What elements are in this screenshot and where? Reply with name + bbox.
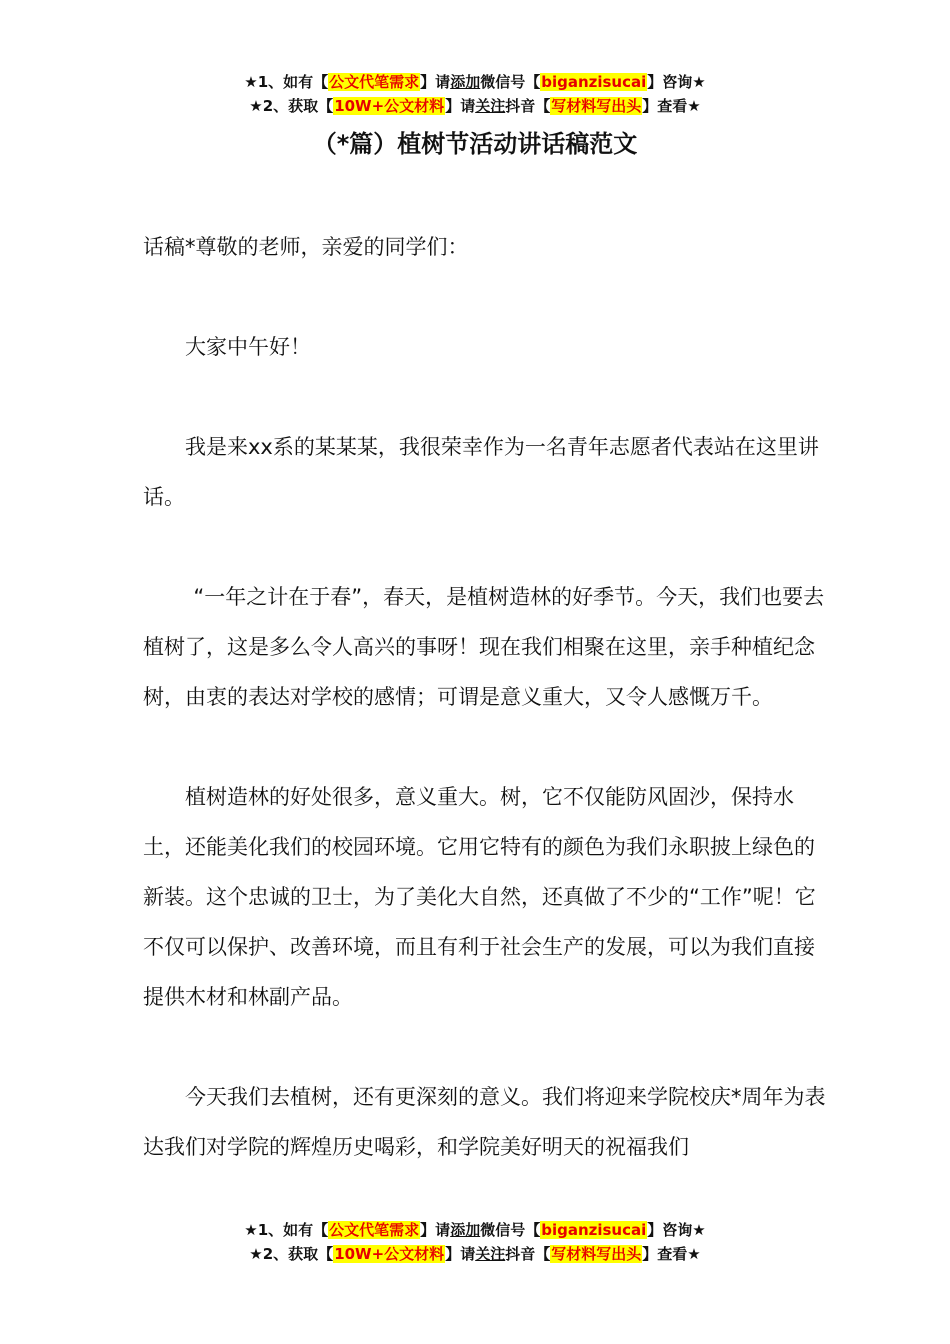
ad-text: ★2、获取【 xyxy=(249,1245,334,1263)
ad-text: 】查看★ xyxy=(642,1245,701,1263)
ad-highlight: 公文代笔需求 xyxy=(329,1221,420,1239)
ad-highlight: 10W+公文材料 xyxy=(334,1245,445,1263)
ad-text: 】查看★ xyxy=(642,97,701,115)
document-body xyxy=(143,222,833,1222)
paragraph: 植树造林的好处很多，意义重大。树，它不仅能防风固沙，保持水土，还能美化我们的校园环境。它用它特有的颜色为我们永职披上绿色的新装。这个忠诚的卫士，为了美化大自然，还真做了不少的“工作”呢！它不仅可以保护、改善环境，而且有利于社会生产的发展，可以为我们直接提供木材和林副产品。 xyxy=(143,785,816,1009)
ad-highlight: 写材料写出头 xyxy=(551,97,642,115)
document-title: （*篇）植树节活动讲话稿范文 xyxy=(312,130,638,158)
ad-highlight: biganzisucai xyxy=(541,1221,647,1239)
ad-text: 微信号【 xyxy=(480,73,541,91)
ad-highlight: 写材料写出头 xyxy=(551,1245,642,1263)
ad-text: 抖音【 xyxy=(505,97,551,115)
ad-text: 微信号【 xyxy=(480,1221,541,1239)
ad-line-2 xyxy=(0,1242,950,1266)
paragraph: “一年之计在于春”，春天，是植树造林的好季节。今天，我们也要去植树了，这是多么令人高兴的事呀！现在我们相聚在这里，亲手种植纪念树，由衷的表达对学校的感情；可谓是意义重大，又令人感慨万千。 xyxy=(143,585,825,709)
ad-line-2 xyxy=(0,94,950,118)
paragraph: 大家中午好！ xyxy=(185,335,311,359)
ad-emphasis: 添加 xyxy=(450,1221,481,1239)
ad-text: 】请 xyxy=(445,97,476,115)
paragraph: 今天我们去植树，还有更深刻的意义。我们将迎来学院校庆*周年为表达我们对学院的辉煌历史喝彩，和学院美好明天的祝福我们 xyxy=(143,1085,826,1159)
ad-emphasis: 添加 xyxy=(450,73,481,91)
ad-highlight: 公文代笔需求 xyxy=(329,73,420,91)
ad-text: 】请 xyxy=(420,1221,451,1239)
ad-text: 抖音【 xyxy=(505,1245,551,1263)
ad-emphasis: 关注 xyxy=(475,1245,506,1263)
ad-text: 】请 xyxy=(445,1245,476,1263)
greeting: 话稿*尊敬的老师，亲爱的同学们： xyxy=(143,235,469,259)
ad-text: ★1、如有【 xyxy=(244,73,329,91)
ad-line-1 xyxy=(0,70,950,94)
ad-text: 】咨询★ xyxy=(647,73,706,91)
footer-ad-banner xyxy=(0,1218,950,1266)
ad-highlight: biganzisucai xyxy=(541,73,647,91)
header-ad-banner xyxy=(0,70,950,118)
ad-line-1 xyxy=(0,1218,950,1242)
ad-text: ★1、如有【 xyxy=(244,1221,329,1239)
ad-emphasis: 关注 xyxy=(475,97,506,115)
ad-text: 】咨询★ xyxy=(647,1221,706,1239)
ad-text: ★2、获取【 xyxy=(249,97,334,115)
ad-highlight: 10W+公文材料 xyxy=(334,97,445,115)
paragraph: 我是来xx系的某某某，我很荣幸作为一名青年志愿者代表站在这里讲话。 xyxy=(143,435,819,509)
ad-text: 】请 xyxy=(420,73,451,91)
